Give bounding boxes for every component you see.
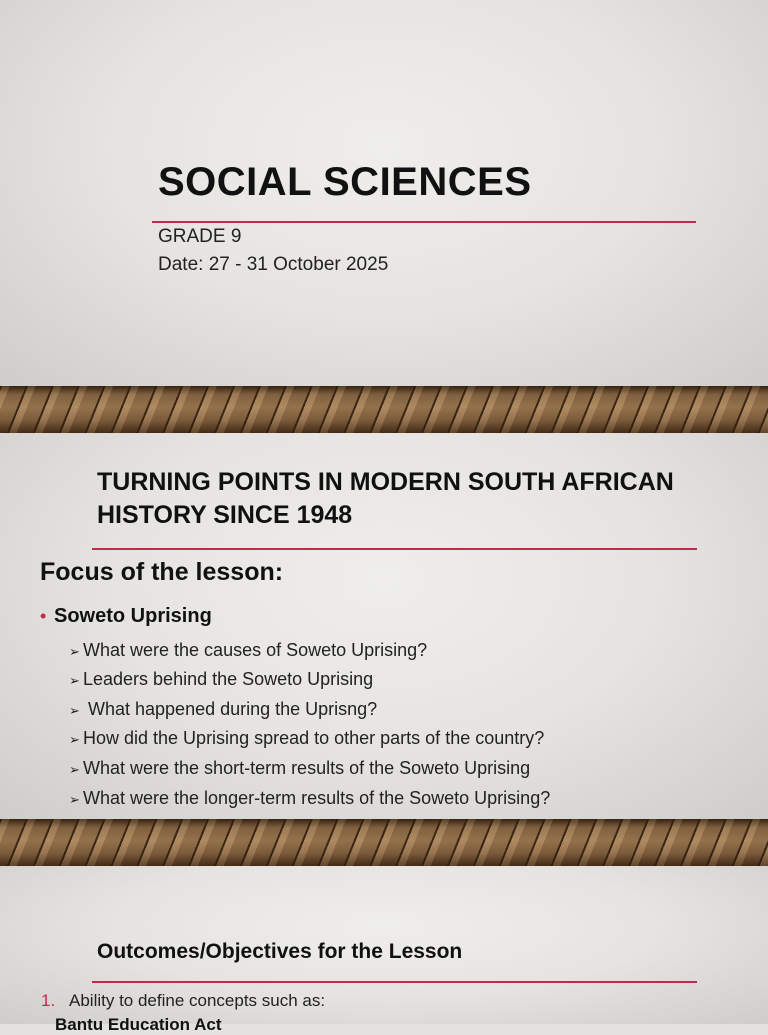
bullet-marker: • [40,606,47,626]
slide-1 [0,0,768,386]
list-item: ➢ How did the Uprising spread to other parts of the country? [69,728,545,748]
list-item: ➢ What were the longer-term results of the Soweto Uprising? [69,788,551,808]
focus-heading: Focus of the lesson: [40,558,284,586]
cut-off-text: Bantu Education Act [55,1015,222,1034]
arrow-bullet-icon: ➢ [69,792,80,807]
list-item: ➢ Leaders behind the Soweto Uprising [69,669,374,689]
date-label: Date: 27 - 31 October 2025 [158,254,389,275]
title-divider [152,221,696,223]
wood-floor-divider [0,819,768,866]
slide-title: Outcomes/Objectives for the Lesson [97,940,463,963]
title-divider [92,981,697,983]
slide-title: SOCIAL SCIENCES [158,160,532,204]
arrow-bullet-icon: ➢ [69,762,80,777]
slide-title: TURNING POINTS IN MODERN SOUTH AFRICAN HISTORY SINCE 1948 [97,468,674,529]
arrow-bullet-icon: ➢ [69,732,80,747]
arrow-bullet-icon: ➢ [69,703,80,718]
wood-floor-divider [0,386,768,433]
arrow-bullet-icon: ➢ [69,673,80,688]
list-item: 1. Ability to define concepts such as: [41,991,326,1010]
list-item: ➢ What were the short-term results of the Soweto Uprising [69,758,531,778]
grade-label: GRADE 9 [158,226,242,247]
list-item: ➢ What were the causes of Soweto Uprising? [69,640,428,660]
list-item: ➢ What happened during the Uprisng? [69,699,378,719]
list-number: 1. [41,991,56,1010]
title-divider [92,548,697,550]
arrow-bullet-icon: ➢ [69,644,80,659]
bullet-soweto-uprising: Soweto Uprising [54,605,212,627]
